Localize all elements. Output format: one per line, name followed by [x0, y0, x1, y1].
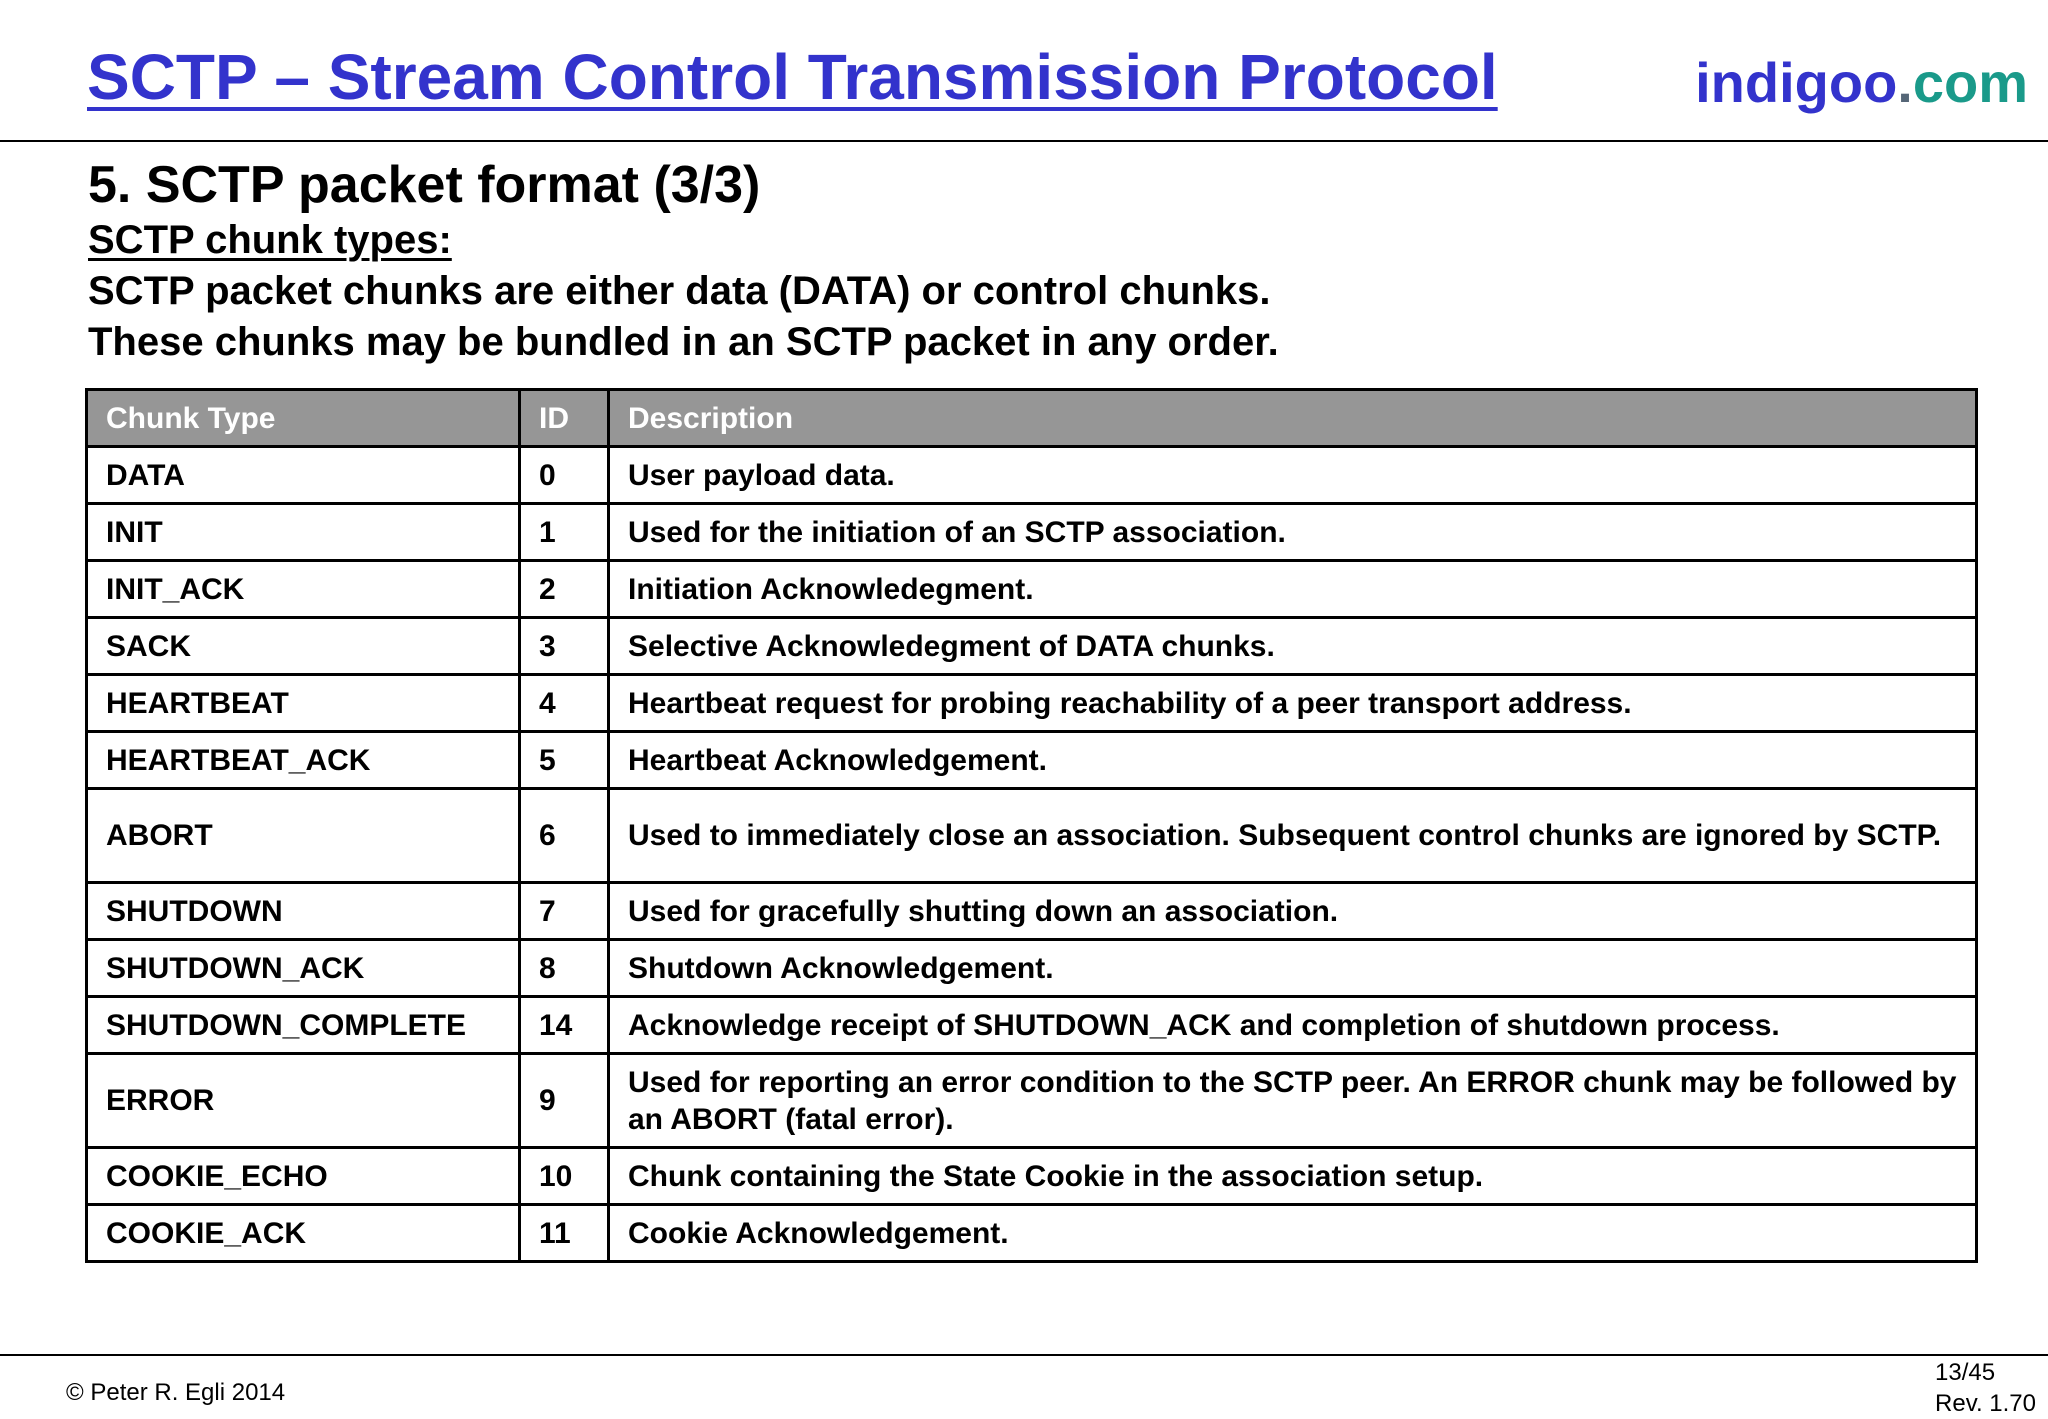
footer-divider: [0, 1354, 2048, 1356]
intro-text: [88, 266, 1279, 368]
page-title: SCTP – Stream Control Transmission Protocol: [87, 41, 1498, 113]
column-header-id: ID: [520, 390, 609, 447]
page-info: [1935, 1357, 2036, 1419]
chunk-type-cell: SACK: [87, 618, 520, 675]
section-subheading: SCTP chunk types:: [88, 218, 452, 262]
chunk-description-cell: Heartbeat request for probing reachability of a peer transport address.: [609, 675, 1977, 732]
chunk-type-cell: HEARTBEAT: [87, 675, 520, 732]
brand-tld: com: [1912, 51, 2028, 114]
chunk-description-cell: Used for gracefully shutting down an association.: [609, 883, 1977, 940]
table-row: [87, 1148, 1977, 1205]
chunk-id-cell: 0: [520, 447, 609, 504]
chunk-id-cell: 5: [520, 732, 609, 789]
intro-line: These chunks may be bundled in an SCTP packet in any order.: [88, 320, 1279, 364]
intro-line: SCTP packet chunks are either data (DATA) or control chunks.: [88, 269, 1271, 313]
chunk-description-cell: Heartbeat Acknowledgement.: [609, 732, 1977, 789]
table-row: [87, 504, 1977, 561]
table-row: [87, 618, 1977, 675]
chunk-description-cell: Used to immediately close an association. Subsequent control chunks are ignored by SCTP.: [609, 789, 1977, 883]
column-header-chunk-type: Chunk Type: [87, 390, 520, 447]
table-row: [87, 732, 1977, 789]
table-row: [87, 675, 1977, 732]
table-row: [87, 883, 1977, 940]
chunk-description-cell: Chunk containing the State Cookie in the association setup.: [609, 1148, 1977, 1205]
copyright-text: © Peter R. Egli 2014: [66, 1379, 286, 1406]
chunk-description-cell: Used for reporting an error condition to the SCTP peer. An ERROR chunk may be followed by an ABORT (fatal error).: [609, 1054, 1977, 1148]
page-number: 13/45: [1935, 1359, 1996, 1386]
chunk-type-cell: COOKIE_ACK: [87, 1205, 520, 1262]
chunk-type-cell: HEARTBEAT_ACK: [87, 732, 520, 789]
chunk-id-cell: 3: [520, 618, 609, 675]
header-divider: [0, 140, 2048, 142]
chunk-id-cell: 11: [520, 1205, 609, 1262]
chunk-description-cell: Used for the initiation of an SCTP association.: [609, 504, 1977, 561]
table-row: [87, 1205, 1977, 1262]
chunk-description-cell: Acknowledge receipt of SHUTDOWN_ACK and completion of shutdown process.: [609, 997, 1977, 1054]
chunk-id-cell: 8: [520, 940, 609, 997]
chunk-id-cell: 7: [520, 883, 609, 940]
chunk-type-cell: INIT: [87, 504, 520, 561]
table-row: [87, 997, 1977, 1054]
chunk-description-cell: Shutdown Acknowledgement.: [609, 940, 1977, 997]
chunk-id-cell: 6: [520, 789, 609, 883]
table-row: [87, 1054, 1977, 1148]
table-row: [87, 940, 1977, 997]
chunk-type-cell: ABORT: [87, 789, 520, 883]
chunk-description-cell: Initiation Acknowledegment.: [609, 561, 1977, 618]
brand-dot: .: [1897, 51, 1913, 114]
chunk-description-cell: Selective Acknowledegment of DATA chunks.: [609, 618, 1977, 675]
table-row: [87, 447, 1977, 504]
chunk-description-cell: Cookie Acknowledgement.: [609, 1205, 1977, 1262]
chunk-description-cell: User payload data.: [609, 447, 1977, 504]
section-heading: 5. SCTP packet format (3/3): [88, 156, 761, 214]
revision-label: Rev. 1.70: [1935, 1390, 2036, 1417]
chunk-type-cell: DATA: [87, 447, 520, 504]
chunk-type-cell: COOKIE_ECHO: [87, 1148, 520, 1205]
chunk-id-cell: 1: [520, 504, 609, 561]
table-row: [87, 561, 1977, 618]
chunk-id-cell: 14: [520, 997, 609, 1054]
chunk-id-cell: 9: [520, 1054, 609, 1148]
chunk-type-cell: SHUTDOWN: [87, 883, 520, 940]
brand-logo: [1695, 50, 2028, 115]
column-header-description: Description: [609, 390, 1977, 447]
chunk-id-cell: 10: [520, 1148, 609, 1205]
table-header-row: [87, 390, 1977, 447]
chunk-id-cell: 2: [520, 561, 609, 618]
chunk-types-table: [85, 388, 1978, 1263]
table-row: [87, 789, 1977, 883]
brand-name: indigoo: [1695, 51, 1898, 114]
chunk-type-cell: SHUTDOWN_ACK: [87, 940, 520, 997]
chunk-type-cell: INIT_ACK: [87, 561, 520, 618]
chunk-id-cell: 4: [520, 675, 609, 732]
chunk-type-cell: SHUTDOWN_COMPLETE: [87, 997, 520, 1054]
chunk-type-cell: ERROR: [87, 1054, 520, 1148]
